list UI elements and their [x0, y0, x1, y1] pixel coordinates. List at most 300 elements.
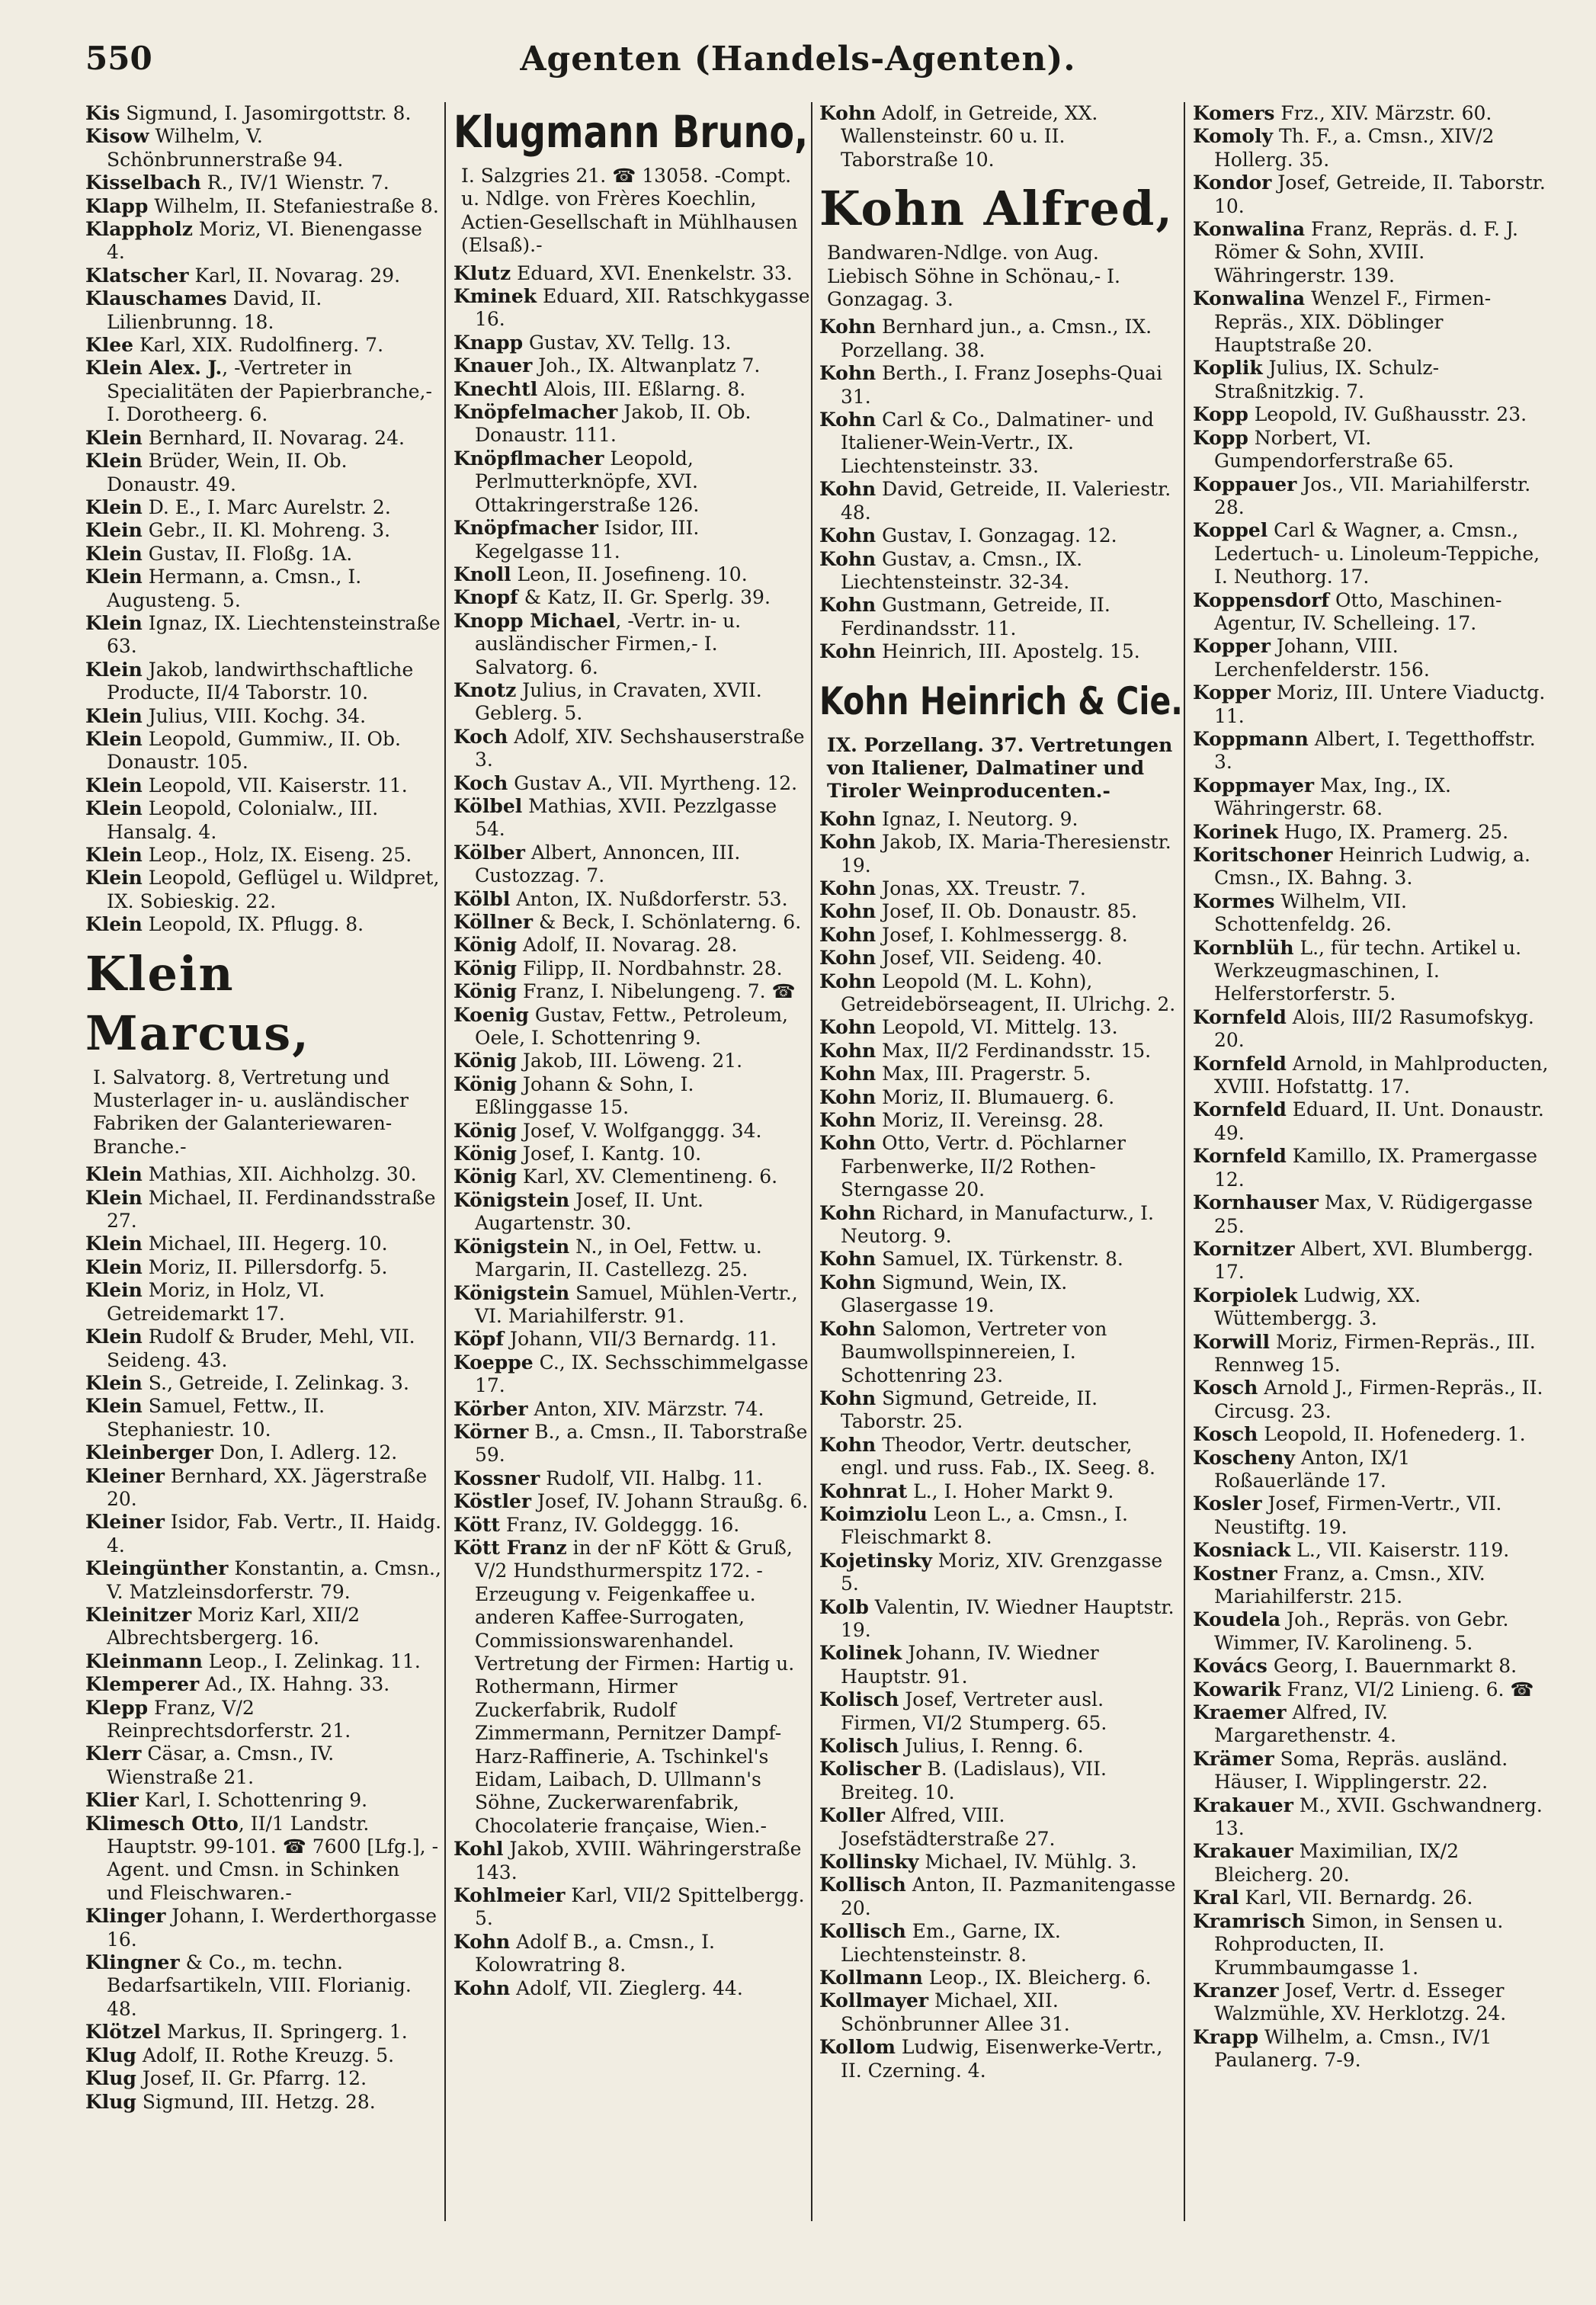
entry-name: Konwalina [1193, 287, 1306, 310]
entry-details: Julius, VIII. Kochg. 34. [142, 704, 367, 727]
entry-name: Kohn [819, 1271, 877, 1294]
entry-details: Kamillo, IX. Pramergasse 12. [1214, 1145, 1538, 1191]
entry-name: Königstein [453, 1235, 570, 1258]
entry-details: Mathias, XVII. Pezzlgasse 54. [475, 794, 777, 841]
directory-entry [1193, 1053, 1550, 1099]
featured-entry-name: Klein Marcus, [85, 945, 310, 1061]
directory-entry [819, 1086, 1176, 1109]
entry-name: Kohn [819, 1016, 877, 1039]
entry-name: Komers [1193, 102, 1275, 124]
entry-details: Josef, Firmen-Vertr., VII. Neustiftg. 19. [1214, 1492, 1502, 1538]
entry-details: Josef, II. Ob. Donaustr. 85. [876, 900, 1138, 923]
directory-entry [453, 1514, 810, 1537]
entry-details: Samuel, IX. Türkenstr. 8. [876, 1248, 1123, 1271]
entry-name: Kopper [1193, 681, 1271, 704]
entry-name: Kostner [1193, 1562, 1277, 1585]
entry-details: Adolf, II. Novarag. 28. [517, 934, 738, 957]
entry-details: Johann, VIII. Lerchenfelderstr. 156. [1214, 635, 1430, 681]
entry-name: Knoll [453, 563, 511, 585]
entry-details: N., in Oel, Fettw. u. Margarin, II. Castellezg. 25. [475, 1235, 762, 1281]
directory-entry [85, 1372, 442, 1395]
entry-details: Rudolf, VII. Halbg. 11. [540, 1467, 763, 1489]
directory-entry [453, 262, 810, 285]
directory-entry [453, 1838, 810, 1884]
entry-details: Anton, XIV. Märzstr. 74. [527, 1397, 764, 1420]
entry-details: Johann, IV. Wiedner Hauptstr. 91. [841, 1642, 1099, 1688]
entry-name: Klein [85, 566, 143, 588]
directory-entry [85, 2044, 442, 2067]
entry-name: Kolisch [819, 1735, 899, 1757]
entry-details: L., VII. Kaiserstr. 119. [1290, 1539, 1510, 1562]
entry-details: Michael, XII. Schönbrunner Allee 31. [841, 1989, 1070, 2035]
entry-name: Korwill [1193, 1330, 1271, 1353]
directory-entry [819, 1016, 1176, 1039]
directory-entry [1193, 1980, 1550, 2026]
entry-name: Kosch [1193, 1423, 1258, 1446]
directory-entry [819, 1271, 1176, 1318]
entry-name: Klein [85, 658, 143, 681]
entry-details: Jakob, III. Löweng. 21. [517, 1050, 743, 1072]
entry-details: Anton, IX/1 Roßauerlände 17. [1214, 1446, 1411, 1492]
entry-details: Simon, in Sensen u. Rohproducten, II. Krummbaumgasse 1. [1214, 1909, 1504, 1979]
entry-details: Moriz, II. Blumauerg. 6. [876, 1085, 1115, 1108]
entry-name: Koppmayer [1193, 774, 1315, 797]
entry-details: L., I. Hoher Markt 9. [907, 1479, 1114, 1502]
directory-entry [1193, 1840, 1550, 1887]
entry-details: & Co., m. techn. Bedarfsartikeln, VIII. Florianig. 48. [107, 1951, 412, 2020]
entry-details: Max, Ing., IX. Währingerstr. 68. [1214, 774, 1451, 820]
entry-details: Karl, VII/2 Spittelbergg. 5. [475, 1884, 805, 1930]
entry-details: Berth., I. Franz Josephs-Quai 31. [841, 362, 1163, 408]
directory-entry [1193, 1910, 1550, 1980]
entry-details: Theodor, Vertr. deutscher, engl. und russ. Fab., IX. Seeg. 8. [841, 1433, 1155, 1479]
entry-details: Eduard, XII. Ratschkygasse 16. [475, 285, 810, 331]
directory-entry [85, 218, 442, 264]
directory-entry [85, 1256, 442, 1279]
entry-name: Kornfeld [1193, 1098, 1287, 1121]
entry-details: Leop., IX. Bleicherg. 6. [922, 1967, 1152, 1989]
entry-details: Adolf B., a. Cmsn., I. Kolowratring 8. [475, 1930, 715, 1976]
directory-entry [1193, 774, 1550, 821]
directory-entry [85, 195, 442, 218]
entry-name: Klein [85, 1326, 143, 1348]
directory-entry [1193, 1678, 1550, 1701]
entry-name: Kollmayer [819, 1989, 929, 2012]
entry-name: Kohn [819, 1201, 877, 1224]
directory-entry [85, 659, 442, 705]
directory-entry [453, 586, 810, 609]
entry-name: Klein [85, 867, 143, 890]
entry-details: Karl, I. Schottenring 9. [138, 1789, 368, 1812]
entry-name: Kornhauser [1193, 1191, 1319, 1214]
entry-name: Koenig [453, 1003, 529, 1026]
directory-entry [1193, 1539, 1550, 1562]
entry-name: Klein [85, 1233, 143, 1255]
entry-name: Koller [819, 1804, 885, 1827]
entry-details: B. (Ladislaus), VII. Breiteg. 10. [841, 1758, 1107, 1803]
entry-name: Kollisch [819, 1920, 906, 1943]
entry-name: Kosler [1193, 1492, 1262, 1515]
entry-details: Josef, Vertr. d. Esseger Walzmühle, XV. Herklotzg. 24. [1214, 1979, 1507, 2025]
entry-details: Heinrich, III. Apostelg. 15. [876, 640, 1140, 663]
entry-name: Knopf [453, 586, 518, 609]
entry-name: Kovács [1193, 1655, 1268, 1678]
entry-name: Kohn [819, 1109, 877, 1132]
entry-details: Max, V. Rüdigergasse 25. [1214, 1191, 1533, 1237]
directory-entry [1193, 1098, 1550, 1145]
entry-name: Kolisch [819, 1688, 899, 1711]
entry-name: Klutz [453, 261, 511, 284]
directory-entry [819, 831, 1176, 877]
directory-entry [453, 1884, 810, 1931]
entry-name: Kolischer [819, 1758, 921, 1781]
featured-entry-name: Kohn Heinrich & Cie. [819, 678, 1183, 723]
entry-name: Klein [85, 844, 143, 866]
directory-entry [85, 566, 442, 612]
directory-entry [819, 877, 1176, 900]
entry-name: Knöpfmacher [453, 517, 598, 540]
entry-details: Isidor, III. Kegelgasse 11. [475, 517, 700, 563]
entry-details: Moriz, II. Pillersdorfg. 5. [142, 1255, 388, 1278]
entry-details: Franz, VI/2 Linieng. 6. ☎ [1280, 1678, 1534, 1701]
directory-entry [453, 772, 810, 795]
entry-name: Klauschames [85, 287, 227, 310]
entry-name: Klötzel [85, 2021, 162, 2044]
entry-name: Klingner [85, 1951, 180, 1974]
entry-name: Krapp [1193, 2025, 1259, 2048]
entry-name: Klier [85, 1789, 139, 1812]
entry-details: Johann & Sohn, I. Eßlinggasse 15. [475, 1072, 694, 1119]
entry-details: Arnold J., Firmen-Repräs., II. Circusg. 23. [1214, 1377, 1543, 1422]
entry-details: Wenzel F., Firmen-Repräs., XIX. Döblinger Hauptstraße 20. [1214, 287, 1492, 357]
entry-name: Konwalina [1193, 218, 1306, 241]
directory-entry [1193, 844, 1550, 890]
entry-details: Anton, IX. Nußdorferstr. 53. [510, 887, 788, 910]
entry-name: Koppmann [1193, 727, 1309, 750]
directory-entry [85, 774, 442, 797]
column-rule [1184, 102, 1185, 2221]
entry-details: Ad., IX. Hahng. 33. [199, 1673, 390, 1696]
directory-entry [819, 478, 1176, 524]
entry-details: David, II. Lilienbrunng. 18. [107, 287, 322, 333]
directory-entry [1193, 1238, 1550, 1284]
entry-details: Isidor, Fab. Vertr., II. Haidg. 4. [107, 1511, 442, 1556]
entry-details: Gustav, a. Cmsn., IX. Liechtensteinstr. 32-34. [841, 547, 1083, 593]
entry-name: Kohn [819, 547, 877, 570]
entry-details: L., für techn. Artikel u. Werkzeugmaschinen, I. Helferstorferstr. 5. [1214, 936, 1522, 1005]
entry-name: Kornfeld [1193, 1145, 1287, 1168]
directory-entry [819, 808, 1176, 831]
entry-details: Josef, V. Wolfganggg. 34. [517, 1119, 762, 1142]
entry-details: Adolf, II. Rothe Kreuzg. 5. [136, 2044, 395, 2066]
directory-entry [1193, 218, 1550, 287]
entry-details: Samuel, Mühlen-Vertr., VI. Mariahilferstr. 91. [475, 1281, 798, 1327]
entry-details: Julius, I. Renng. 6. [899, 1735, 1084, 1757]
entry-details: Leopold, IX. Pflugg. 8. [142, 913, 364, 936]
entry-name: Klein [85, 727, 143, 750]
directory-entry [453, 842, 810, 888]
directory-entry [85, 844, 442, 867]
directory-entry [453, 1398, 810, 1421]
directory-entry [453, 795, 810, 842]
entry-details: Max, III. Pragerstr. 5. [876, 1063, 1091, 1085]
directory-entry [453, 1073, 810, 1120]
directory-entry [819, 548, 1176, 595]
directory-entry [1193, 681, 1550, 728]
directory-entry [85, 264, 442, 287]
entry-name: Kohn [819, 947, 877, 970]
directory-entry [453, 726, 810, 772]
entry-details: Moriz, II. Vereinsg. 28. [876, 1109, 1104, 1132]
entry-name: Klein [85, 913, 143, 936]
entry-name: König [453, 980, 518, 1003]
directory-entry [85, 1813, 442, 1906]
directory-entry [819, 1688, 1176, 1735]
directory-entry [819, 1132, 1176, 1201]
directory-entry [453, 911, 810, 934]
entry-name: Kölbel [453, 794, 523, 817]
entry-details: Gustav, II. Floßg. 1A. [142, 542, 353, 565]
directory-entry [1193, 1191, 1550, 1238]
entry-details: Franz, V/2 Reinprechtsdorferstr. 21. [107, 1696, 351, 1742]
directory-entry [453, 610, 810, 679]
entry-name: Kollom [819, 2036, 896, 2059]
entry-details: Bernhard jun., a. Cmsn., IX. Porzellang. 38. [841, 316, 1152, 361]
entry-name: Knotz [453, 678, 517, 701]
entry-details: Franz, I. Nibelungeng. 7. ☎ [517, 980, 796, 1003]
entry-name: Klein [85, 519, 143, 542]
entry-details: Mathias, XII. Aichholzg. 30. [142, 1163, 417, 1186]
directory-entry [453, 1977, 810, 2000]
entry-name: Kohlmeier [453, 1884, 566, 1907]
entry-name: Klein [85, 797, 143, 820]
directory-entry [819, 1109, 1176, 1132]
entry-details: Otto, Vertr. d. Pöchlarner Farbenwerke, II/2 Rothen-Sterngasse 20. [841, 1132, 1126, 1201]
entry-name: Kollinsky [819, 1851, 919, 1874]
directory-entry [453, 563, 810, 586]
entry-details: Josef, IV. Johann Straußg. 6. [531, 1490, 809, 1513]
directory-entry [819, 640, 1176, 663]
entry-name: Klapp [85, 194, 149, 217]
directory-entry [453, 1165, 810, 1188]
directory-entry [1193, 635, 1550, 681]
entry-name: Kopper [1193, 635, 1271, 658]
directory-entry [85, 102, 442, 125]
entry-details: Konstantin, a. Cmsn., V. Matzleinsdorferstr. 79. [107, 1557, 441, 1603]
entry-details: Leop., Holz, IX. Eiseng. 25. [142, 844, 412, 866]
entry-name: Klug [85, 2067, 136, 2090]
entry-name: Kohn [819, 900, 877, 923]
directory-entry [85, 125, 442, 172]
entry-name: Klee [85, 334, 134, 357]
entry-details: Josef, I. Kohlmessergg. 8. [876, 923, 1128, 946]
entry-details: Ludwig, XX. Wüttembergg. 3. [1214, 1284, 1421, 1330]
entry-name: Kramrisch [1193, 1909, 1306, 1932]
directory-entry [819, 1989, 1176, 2036]
entry-name: Klein [85, 1255, 143, 1278]
column-3 [819, 102, 1183, 2082]
entry-name: Klein [85, 495, 143, 518]
directory-entry [453, 447, 810, 517]
directory-entry [819, 1248, 1176, 1271]
entry-details: Otto, Maschinen-Agentur, IV. Schelleing. 17. [1214, 588, 1502, 634]
entry-details: Eduard, II. Unt. Donaustr. 49. [1214, 1098, 1544, 1144]
entry-details: Johann, VII/3 Bernardg. 11. [504, 1328, 777, 1351]
entry-name: Kohnrat [819, 1479, 908, 1502]
entry-details: Michael, II. Ferdinandsstraße 27. [107, 1186, 436, 1233]
entry-name: Kölbl [453, 887, 511, 910]
directory-entry [1193, 2026, 1550, 2073]
directory-entry [819, 1550, 1176, 1596]
directory-entry [85, 1395, 442, 1441]
entry-name: Klein [85, 450, 143, 473]
entry-name: Klein [85, 704, 143, 727]
entry-name: Koimziolu [819, 1502, 928, 1525]
entry-name: Klein [85, 1395, 143, 1418]
directory-entry [453, 1282, 810, 1329]
entry-details: & Beck, I. Schönlaterng. 6. [533, 911, 802, 933]
entry-details: Julius, in Cravaten, XVII. Geblerg. 5. [475, 678, 762, 725]
entry-details: Leopold, VI. Mittelg. 13. [876, 1016, 1118, 1039]
directory-entry [453, 957, 810, 980]
entry-details: Josef, I. Kantg. 10. [517, 1143, 702, 1165]
entry-name: Korpiolek [1193, 1284, 1298, 1306]
directory-entry [819, 1063, 1176, 1085]
entry-name: Königstein [453, 1281, 570, 1304]
entry-name: Kött Franz [453, 1536, 567, 1559]
entry-name: Kornfeld [1193, 1005, 1287, 1028]
entry-details: Moriz, III. Untere Viaductg. 11. [1214, 681, 1546, 727]
entry-name: Kornitzer [1193, 1237, 1295, 1260]
directory-entry [819, 1874, 1176, 1920]
directory-entry [1193, 589, 1550, 636]
directory-entry [1193, 125, 1550, 172]
entry-details: Albert, XVI. Blumbergg. 17. [1214, 1237, 1534, 1284]
entry-details: Alois, III. Eßlarng. 8. [537, 377, 746, 400]
entry-name: Königstein [453, 1188, 570, 1211]
featured-entry-text: I. Salzgries 21. ☎ 13058. -Compt. u. Ndlge. von Frères Koechlin, Actien-Gesellschaft in Mühlhausen (Elsaß).- [461, 165, 798, 257]
entry-details: Leopold, Geflügel u. Wildpret, IX. Sobieskig. 22. [107, 867, 440, 912]
directory-entry [453, 934, 810, 957]
directory-entry [85, 496, 442, 519]
directory-entry [819, 524, 1176, 547]
entry-name: Koppel [1193, 519, 1268, 542]
directory-entry [85, 797, 442, 844]
entry-details: Alfred, IV. Margarethenstr. 4. [1214, 1701, 1396, 1747]
entry-name: Kossner [453, 1467, 540, 1489]
entry-details: Leon L., a. Cmsn., I. Fleischmarkt 8. [841, 1502, 1128, 1549]
entry-details: Leopold, IV. Gußhausstr. 23. [1248, 403, 1527, 426]
entry-name: Krakauer [1193, 1840, 1293, 1863]
entry-details: R., IV/1 Wienstr. 7. [200, 172, 389, 194]
entry-name: Krakauer [1193, 1794, 1293, 1816]
entry-details: S., Getreide, I. Zelinkag. 3. [142, 1371, 409, 1394]
entry-details: Leopold, Gummiw., II. Ob. Donaustr. 105. [107, 727, 401, 774]
entry-name: König [453, 934, 518, 957]
entry-details: Richard, in Manufacturw., I. Neutorg. 9. [841, 1201, 1154, 1248]
directory-entry [85, 1951, 442, 2021]
entry-details: Karl, XV. Clementineng. 6. [517, 1165, 778, 1188]
entry-name: Kohn [819, 831, 877, 854]
directory-entry [453, 401, 810, 447]
directory-entry [85, 1789, 442, 1812]
entry-name: Kohn [819, 1039, 877, 1062]
entry-name: Kohn [819, 1387, 877, 1409]
entry-name: Kohn [453, 1930, 511, 1953]
directory-entry [85, 1163, 442, 1186]
entry-details: Leopold, Perlmutterknöpfe, XVI. Ottakringerstraße 126. [475, 447, 700, 516]
entry-details: Wilhelm, II. Stefaniestraße 8. [148, 194, 439, 217]
entry-details: Albert, I. Tegetthoffstr. 3. [1214, 727, 1536, 774]
directory-entry [819, 1040, 1176, 1063]
entry-details: Max, II/2 Ferdinandsstr. 15. [876, 1039, 1152, 1062]
directory-entry [453, 354, 810, 377]
entry-details: M., XVII. Gschwandnerg. 13. [1214, 1794, 1543, 1840]
entry-details: Adolf, XIV. Sechshauserstraße 3. [475, 725, 805, 771]
entry-details: , II/1 Landstr. Hauptstr. 99-101. ☎ 7600 [Lfg.], -Agent. und Cmsn. in Schinken und Fleischwaren.- [107, 1812, 439, 1904]
directory-entry [819, 594, 1176, 640]
directory-entry [85, 1673, 442, 1696]
directory-entry [85, 1465, 442, 1512]
entry-name: Knapp [453, 331, 524, 354]
directory-entry [453, 1467, 810, 1490]
entry-details: Soma, Repräs. ausländ. Häuser, I. Wipplingerstr. 22. [1214, 1747, 1508, 1794]
entry-details: C., IX. Sechsschimmelgasse 17. [475, 1351, 809, 1397]
entry-name: Kohn [819, 1063, 877, 1085]
directory-entry [819, 1318, 1176, 1387]
directory-entry [1193, 357, 1550, 403]
entry-details: Karl, VII. Bernardg. 26. [1239, 1887, 1473, 1909]
directory-entry [85, 612, 442, 659]
entry-name: Knechtl [453, 377, 538, 400]
directory-entry [1193, 1794, 1550, 1841]
entry-name: Kohn [819, 923, 877, 946]
entry-name: Kleinitzer [85, 1603, 192, 1626]
entry-details: Gustav, Fettw., Petroleum, Oele, I. Schottenring 9. [475, 1003, 788, 1050]
directory-entry [85, 2021, 442, 2044]
entry-details: Josef, Getreide, II. Taborstr. 10. [1214, 172, 1546, 217]
entry-details: Leopold, Colonialw., III. Hansalg. 4. [107, 797, 379, 843]
entry-name: Komoly [1193, 125, 1274, 148]
entry-name: Knauer [453, 354, 533, 377]
entry-name: Kohn [819, 640, 877, 663]
entry-details: Johann, I. Werderthorgasse 16. [107, 1905, 437, 1951]
entry-name: Klug [85, 2044, 136, 2066]
entry-name: Kleinmann [85, 1649, 203, 1672]
directory-entry [453, 1236, 810, 1282]
entry-details: Ludwig, Eisenwerke-Vertr., II. Czerning. 4. [841, 2036, 1163, 2082]
entry-details: Adolf, VII. Zieglerg. 44. [510, 1976, 743, 1999]
entry-details: Sigmund, Getreide, II. Taborstr. 25. [841, 1387, 1098, 1433]
directory-entry [819, 947, 1176, 970]
entry-name: Kohn [819, 594, 877, 617]
entry-details: Filipp, II. Nordbahnstr. 28. [517, 957, 783, 979]
directory-entry [1193, 519, 1550, 588]
column-1 [85, 102, 442, 2114]
directory-entry [819, 924, 1176, 947]
entry-name: Klein [85, 1163, 143, 1186]
entry-name: Kohn [819, 1248, 877, 1271]
entry-name: Knopp Michael [453, 609, 616, 632]
entry-details: Frz., XIV. Märzstr. 60. [1274, 102, 1492, 124]
directory-entry [1193, 1423, 1550, 1446]
directory-entry [1193, 1608, 1550, 1655]
entry-name: Klappholz [85, 218, 193, 241]
entry-name: Kohn [819, 1317, 877, 1340]
directory-entry [85, 1650, 442, 1673]
directory-entry [453, 332, 810, 354]
entry-details: Leopold, VII. Kaiserstr. 11. [142, 774, 408, 797]
